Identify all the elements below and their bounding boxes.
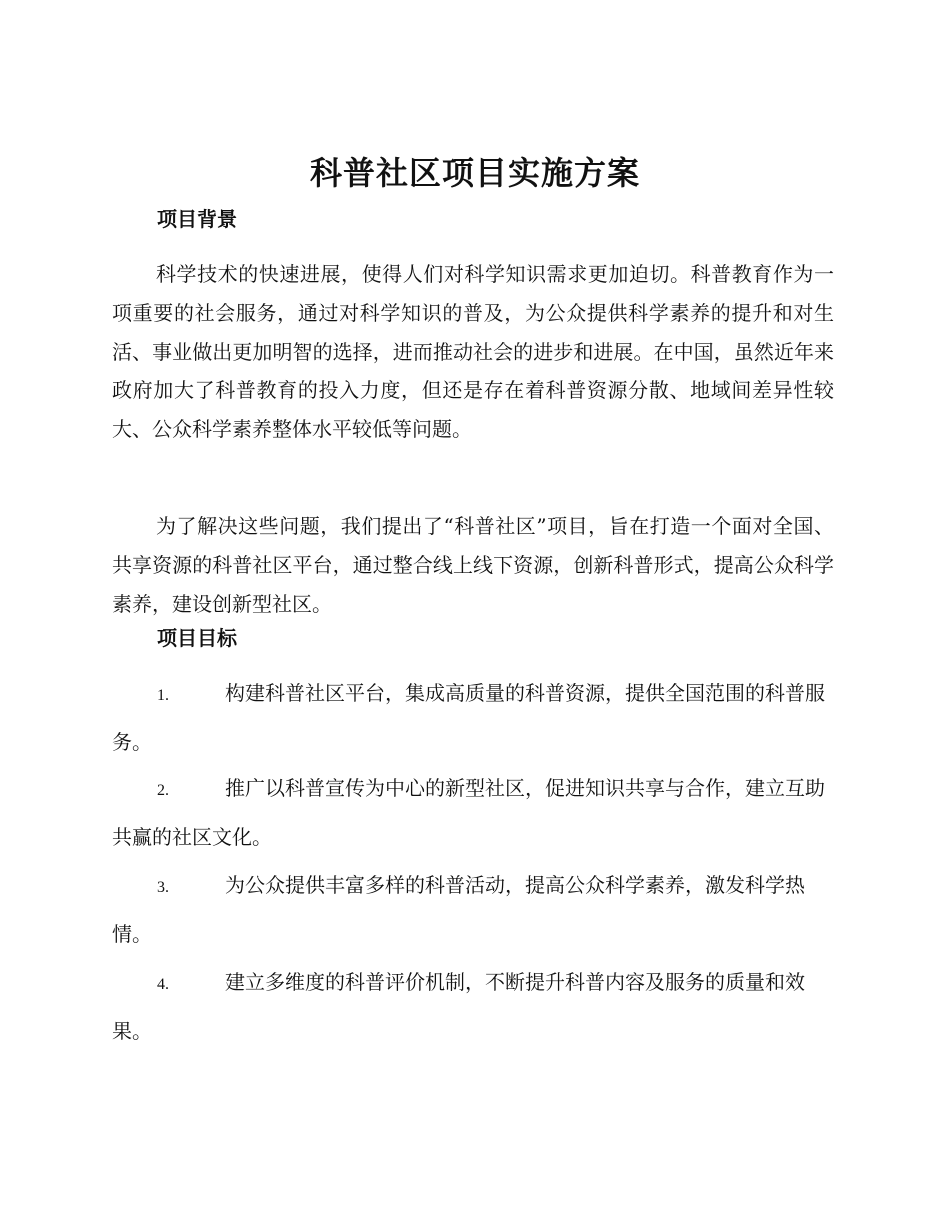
section-heading-goals: 项目目标 [157, 626, 237, 650]
list-item-text: 推广以科普宣传为中心的新型社区，促进知识共享与合作，建立互助共赢的社区文化。 [112, 776, 825, 849]
background-paragraph-1: 科学技术的快速进展，使得人们对科学知识需求更加迫切。科普教育作为一项重要的社会服务，通过对科学知识的普及，为公众提供科学素养的提升和对生活、事业做出更加明智的选择，进而推动社会的进步和进展。在中国，虽然近年来政府加大了科普教育的投入力度，但还是存在着科普资源分散、地域间差异性较大、公众科学素养整体水平较低等问题。 [112, 262, 834, 442]
list-number: 1. [157, 687, 169, 704]
section-heading-background: 项目背景 [157, 207, 237, 231]
document-title: 科普社区项目实施方案 [309, 154, 640, 192]
goal-list-item [112, 959, 834, 1055]
background-paragraph-2: 为了解决这些问题，我们提出了“科普社区”项目，旨在打造一个面对全国、共享资源的科普社区平台，通过整合线上线下资源，创新科普形式，提高公众科学素养，建设创新型社区。 [112, 514, 834, 616]
goal-list-item [112, 670, 834, 766]
goal-list-item [112, 765, 834, 861]
list-number: 4. [157, 976, 169, 993]
list-number: 2. [157, 782, 169, 799]
list-item-text: 构建科普社区平台，集成高质量的科普资源，提供全国范围的科普服务。 [112, 681, 825, 754]
goal-list-item [112, 862, 834, 958]
list-item-text: 为公众提供丰富多样的科普活动，提高公众科学素养，激发科学热情。 [112, 873, 805, 946]
list-number: 3. [157, 879, 169, 896]
list-item-text: 建立多维度的科普评价机制，不断提升科普内容及服务的质量和效果。 [112, 970, 805, 1043]
